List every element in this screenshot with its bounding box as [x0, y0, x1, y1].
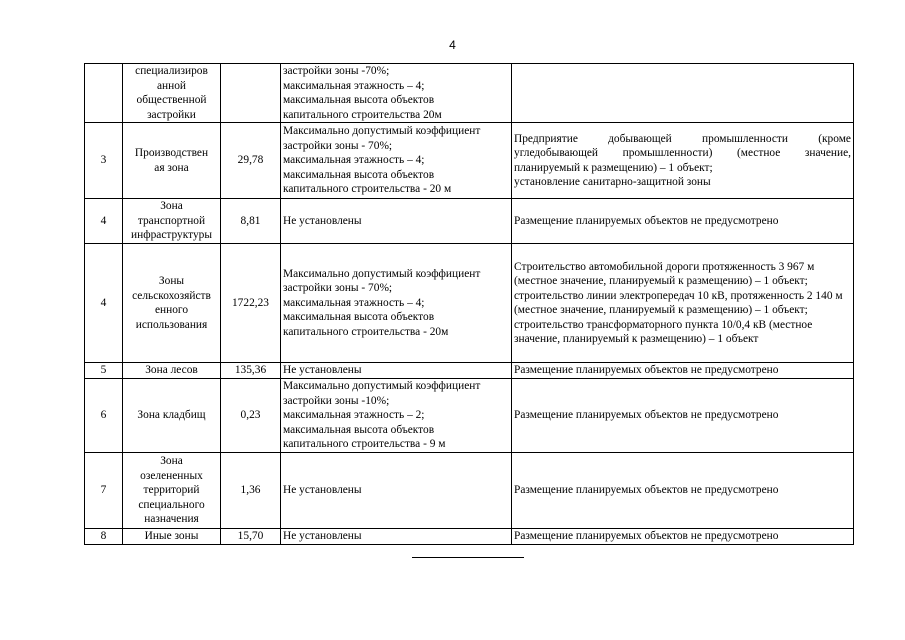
zone-name-line: енного	[154, 304, 189, 316]
zone-name-line: инфраструктуры	[131, 229, 212, 242]
zone-name-line: Зона кладбищ	[137, 409, 206, 422]
zone-name-line: Зона	[160, 200, 183, 213]
planned-object-line: Размещение планируемых объектов не предусмотрено	[514, 364, 779, 377]
parameter-line: Максимально допустимый коэффициент	[283, 380, 481, 393]
planned-objects-cell	[512, 363, 854, 379]
zone-name-line: использования	[135, 318, 208, 331]
parameter-line: Не установлены	[283, 364, 362, 377]
planned-object-line: установление санитарно-защитной зоны	[514, 176, 711, 188]
parameter-line: капитального строительства 20м	[283, 108, 442, 121]
area-cell: 135,36	[221, 363, 281, 379]
planned-object-line: строительство трансформаторного пункта 10/0,4 кВ (местное значение, планируемый к размещению) – 1 объект	[514, 318, 813, 345]
planned-objects-cell	[512, 529, 854, 545]
table-row	[85, 244, 854, 363]
row-number-cell: 4	[85, 199, 123, 244]
parameter-line: максимальная этажность – 4;	[283, 296, 425, 309]
row-number-cell: 7	[85, 453, 123, 529]
row-number-cell: 5	[85, 363, 123, 379]
table-row	[85, 453, 854, 529]
area-cell: 0,23	[221, 379, 281, 453]
area-cell: 1722,23	[221, 244, 281, 363]
planned-object-line: Размещение планируемых объектов не предусмотрено	[514, 214, 779, 227]
planned-object-line: строительство линии электропередач 10 кВ, протяженность 2 140 м (местное значение, планируемый к размещению) – 1 объект;	[514, 289, 843, 316]
parameter-line: Не установлены	[283, 530, 362, 543]
table-row	[85, 199, 854, 244]
planned-objects-cell	[512, 64, 854, 123]
row-number-cell: 8	[85, 529, 123, 545]
zone-name-line: озелененных	[140, 469, 203, 482]
parameter-line: Не установлены	[283, 214, 362, 227]
zone-name-line: общественной	[136, 94, 207, 106]
planned-object-line: Размещение планируемых объектов не предусмотрено	[514, 530, 779, 543]
zone-name-line: Зона	[160, 455, 183, 468]
parameter-line: максимальная этажность – 4;	[283, 79, 425, 92]
zone-name-cell	[123, 199, 221, 244]
parameters-cell	[281, 64, 512, 123]
zone-name-line: ая зона	[154, 161, 189, 174]
parameter-line: Не установлены	[283, 484, 362, 497]
zone-name-line: специализиров	[135, 65, 208, 77]
parameter-line: максимальная высота объектов	[283, 311, 435, 324]
zone-name-cell	[123, 244, 221, 363]
zone-name-cell	[123, 64, 221, 123]
zone-name-line: Зона лесов	[145, 364, 198, 377]
parameter-line: капитального строительства - 20 м	[283, 183, 452, 196]
parameter-line: застройки зоны -70%;	[283, 65, 390, 77]
parameter-line: капитального строительства - 20м	[283, 325, 449, 338]
parameter-line: максимальная этажность – 2;	[283, 409, 425, 422]
parameter-line: максимальная этажность – 4;	[283, 154, 425, 167]
zone-name-line: Зоны	[158, 275, 185, 287]
area-cell: 29,78	[221, 123, 281, 199]
planned-objects-cell	[512, 123, 854, 199]
parameter-line: застройки зоны - 70%;	[283, 282, 393, 295]
parameter-line: застройки зоны - 70%;	[283, 139, 393, 152]
planned-object-line: Размещение планируемых объектов не предусмотрено	[514, 484, 779, 497]
parameter-line: Максимально допустимый коэффициент	[283, 125, 481, 138]
zone-name-line: назначения	[144, 513, 199, 526]
parameters-cell	[281, 453, 512, 529]
zone-name-line: застройки	[147, 108, 196, 121]
parameters-cell	[281, 244, 512, 363]
parameters-cell	[281, 123, 512, 199]
planned-objects-cell	[512, 199, 854, 244]
zone-name-line: Иные зоны	[144, 530, 199, 543]
parameter-line: Максимально допустимый коэффициент	[283, 267, 481, 280]
parameters-cell	[281, 379, 512, 453]
area-cell	[221, 64, 281, 123]
table-row	[85, 363, 854, 379]
area-cell: 8,81	[221, 199, 281, 244]
row-number-cell: 6	[85, 379, 123, 453]
parameters-cell	[281, 363, 512, 379]
table-row	[85, 379, 854, 453]
zone-name-cell	[123, 123, 221, 199]
planned-object-line: Предприятие добывающей промышленности (кроме угледобывающей промышленности) (местное значение, планируемый к размещению) – 1 объект;	[514, 132, 851, 174]
zone-name-line: анной	[156, 79, 187, 92]
planned-objects-cell	[512, 453, 854, 529]
zone-name-line: территорий	[143, 484, 200, 497]
planned-objects-cell	[512, 244, 854, 363]
zones-table	[84, 63, 854, 545]
zone-name-line: специального	[138, 498, 205, 511]
zone-name-cell	[123, 363, 221, 379]
planned-object-line: Строительство автомобильной дороги протяженность 3 967 м (местное значение, планируемый к размещению) – 1 объект;	[514, 260, 815, 287]
parameters-cell	[281, 529, 512, 545]
parameter-line: максимальная высота объектов	[283, 94, 435, 106]
table-row	[85, 64, 854, 123]
area-cell: 1,36	[221, 453, 281, 529]
page-number: 4	[449, 38, 456, 52]
planned-object-line: Размещение планируемых объектов не предусмотрено	[514, 409, 779, 422]
row-number-cell: 3	[85, 123, 123, 199]
parameter-line: максимальная высота объектов	[283, 168, 435, 181]
table-row	[85, 529, 854, 545]
closing-rule	[412, 557, 524, 558]
row-number-cell: 4	[85, 244, 123, 363]
zone-name-cell	[123, 379, 221, 453]
zone-name-line: сельскохозяйств	[132, 289, 211, 302]
zone-name-cell	[123, 529, 221, 545]
parameter-line: максимальная высота объектов	[283, 423, 435, 436]
zone-name-line: транспортной	[137, 214, 206, 227]
planned-objects-cell	[512, 379, 854, 453]
row-number-cell	[85, 64, 123, 123]
table-row	[85, 123, 854, 199]
parameter-line: застройки зоны -10%;	[283, 394, 390, 407]
parameter-line: капитального строительства - 9 м	[283, 438, 446, 451]
zone-name-line: Производствен	[134, 147, 209, 159]
zone-name-cell	[123, 453, 221, 529]
area-cell: 15,70	[221, 529, 281, 545]
parameters-cell	[281, 199, 512, 244]
